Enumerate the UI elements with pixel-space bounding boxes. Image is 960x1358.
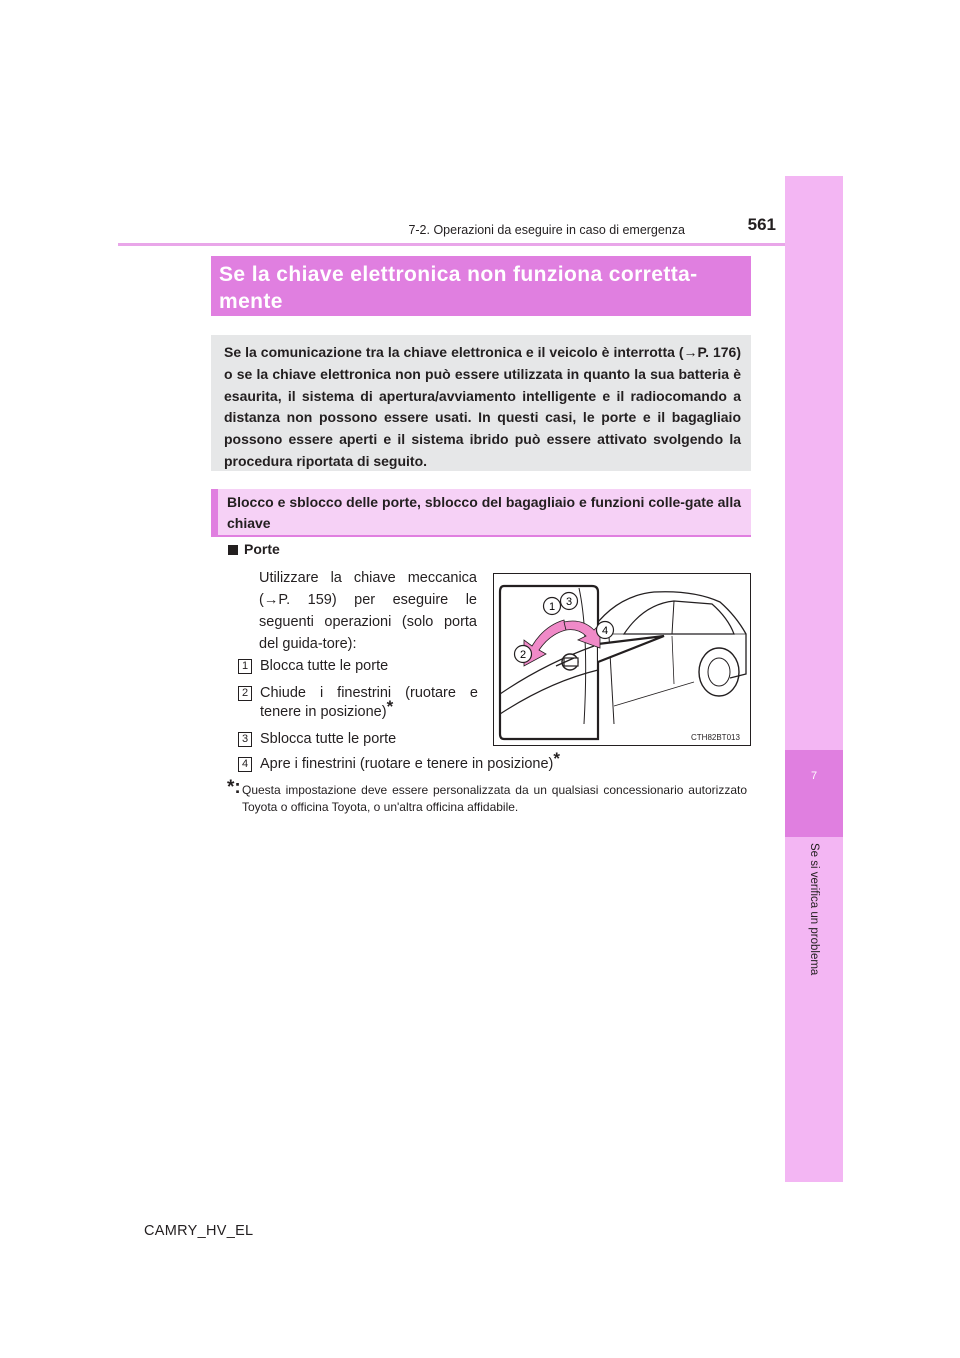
chapter-side-strip: [785, 176, 843, 1182]
figure-label: 1: [548, 601, 556, 613]
section-title: 7-2. Operazioni da eseguire in caso di emergenza: [408, 223, 685, 237]
chapter-title-vertical: Se si verifica un problema: [808, 843, 820, 976]
figure-label: 2: [519, 649, 527, 661]
step-text: Chiude i finestrini (ruotare e tenere in posizione): [260, 685, 478, 720]
page-number: 561: [747, 215, 776, 234]
subsection-title: Blocco e sblocco delle porte, sblocco del bagagliaio e funzioni colle-gate alla chiave: [227, 494, 741, 531]
figure-label: 3: [565, 596, 573, 608]
asterisk-marker: *: [553, 749, 560, 768]
main-title-banner: [211, 256, 751, 316]
step-text: Blocca tutte le porte: [260, 658, 389, 674]
intro-text: Se la comunicazione tra la chiave elettronica e il veicolo è interrotta (→P. 176) o se la chiave elettronica non può essere utilizzata in quanto la sua batteria è esaurita, il sistema di apertura/avviamento intelligente e il radiocomando a distanza non possono essere usati. In questi casi, le porte e il bagagliaio possono essere aperti e il sistema ibrido può essere attivato svolgendo la procedura riportata di seguito.: [224, 344, 741, 469]
step-number-badge: 1: [238, 659, 252, 674]
chapter-tab-highlight: [785, 750, 843, 837]
porte-heading: Porte: [244, 541, 280, 557]
step-text: Sblocca tutte le porte: [260, 731, 397, 747]
step-text-with-note: [260, 684, 478, 722]
subsection-heading-box: [211, 489, 751, 537]
footnote: [227, 777, 747, 816]
figure-label: 4: [601, 625, 609, 637]
intro-box: [211, 335, 751, 471]
header-rule: [118, 243, 785, 246]
step-number-badge: 2: [238, 686, 252, 701]
car-door-drawing: [494, 574, 750, 745]
subsection-accent-bar: [211, 489, 218, 537]
footnote-text: Questa impostazione deve essere personalizzata da un qualsiasi concessionario autorizzato Toyota o officina Toyota, o un'altra officina affidabile.: [242, 783, 747, 814]
square-bullet-icon: [227, 544, 239, 556]
step-number-badge: 4: [238, 757, 252, 772]
step-text-with-note: [260, 749, 560, 774]
step-text: Apre i finestrini (ruotare e tenere in posizione): [260, 756, 554, 772]
main-title: Se la chiave elettronica non funziona corretta-mente: [219, 263, 698, 313]
step-number-badge: 3: [238, 732, 252, 747]
figure-code: CTH82BT013: [691, 733, 740, 742]
chapter-number: 7: [810, 770, 818, 782]
porte-body-text: Utilizzare la chiave meccanica (→P. 159) per eseguire le seguenti operazioni (solo porta del guida-tore):: [259, 570, 477, 652]
footer-model-code: CAMRY_HV_EL: [144, 1223, 254, 1239]
door-key-illustration: [493, 573, 751, 746]
asterisk-marker: *: [386, 697, 394, 716]
footnote-mark: *:: [227, 777, 241, 798]
